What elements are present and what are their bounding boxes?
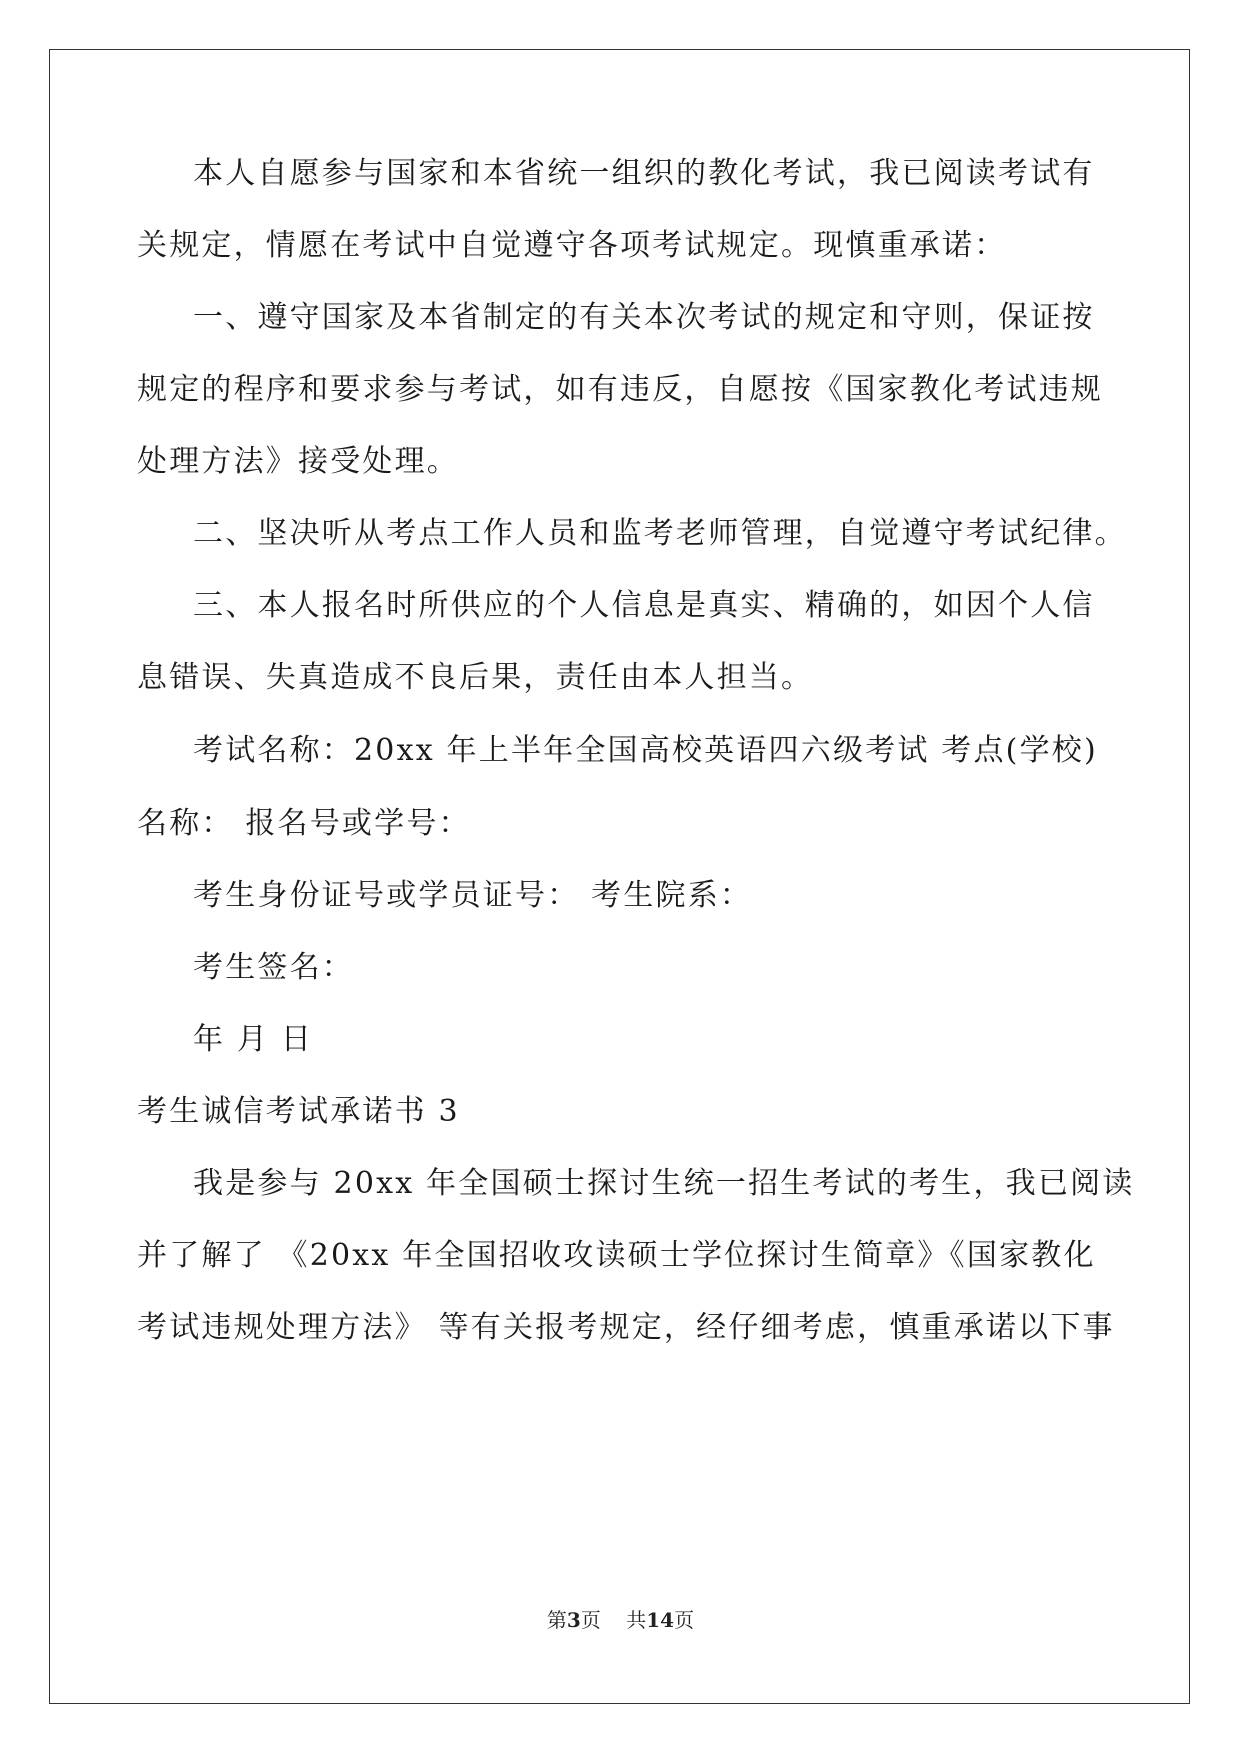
section-heading: 考生诚信考试承诺书 3 [137, 1094, 460, 1129]
paragraph-line: 一、遵守国家及本省制定的有关本次考试的规定和守则，保证按 [193, 300, 1095, 335]
paragraph-line: 关规定，情愿在考试中自觉遵守各项考试规定。现慎重承诺： [137, 228, 1007, 263]
total-pages-number: 14 [646, 1608, 675, 1632]
paragraph-line: 考生签名： [193, 950, 354, 985]
paragraph-line: 考试名称：20xx 年上半年全国高校英语四六级考试 考点(学校) [193, 733, 1098, 768]
paragraph-line: 考试违规处理方法》 等有关报考规定，经仔细考虑，慎重承诺以下事 [137, 1310, 1115, 1345]
paragraph-line: 名称： 报名号或学号： [137, 806, 471, 841]
current-page-number: 3 [566, 1608, 581, 1632]
footer-suffix: 页 [674, 1608, 695, 1632]
paragraph-line: 二、坚决听从考点工作人员和监考老师管理，自觉遵守考试纪律。 [193, 516, 1127, 551]
paragraph-line: 三、本人报名时所供应的个人信息是真实、精确的，如因个人信 [193, 588, 1095, 623]
paragraph-line: 我是参与 20xx 年全国硕士探讨生统一招生考试的考生，我已阅读 [193, 1166, 1135, 1201]
page-footer [0, 1607, 1241, 1633]
paragraph-line: 息错误、失真造成不良后果，责任由本人担当。 [137, 660, 814, 695]
footer-prefix: 第 [546, 1608, 567, 1632]
paragraph-line: 并了解了 《20xx 年全国招收攻读硕士学位探讨生简章》《国家教化 [137, 1238, 1096, 1273]
footer-middle: 页 共 [580, 1608, 647, 1632]
paragraph-line: 规定的程序和要求参与考试，如有违反，自愿按《国家教化考试违规 [137, 372, 1103, 407]
paragraph-line: 处理方法》接受处理。 [137, 444, 459, 479]
paragraph-line: 年 月 日 [193, 1022, 314, 1057]
paragraph-line: 考生身份证号或学员证号： 考生院系： [193, 878, 753, 913]
paragraph-line: 本人自愿参与国家和本省统一组织的教化考试，我已阅读考试有 [193, 156, 1095, 191]
